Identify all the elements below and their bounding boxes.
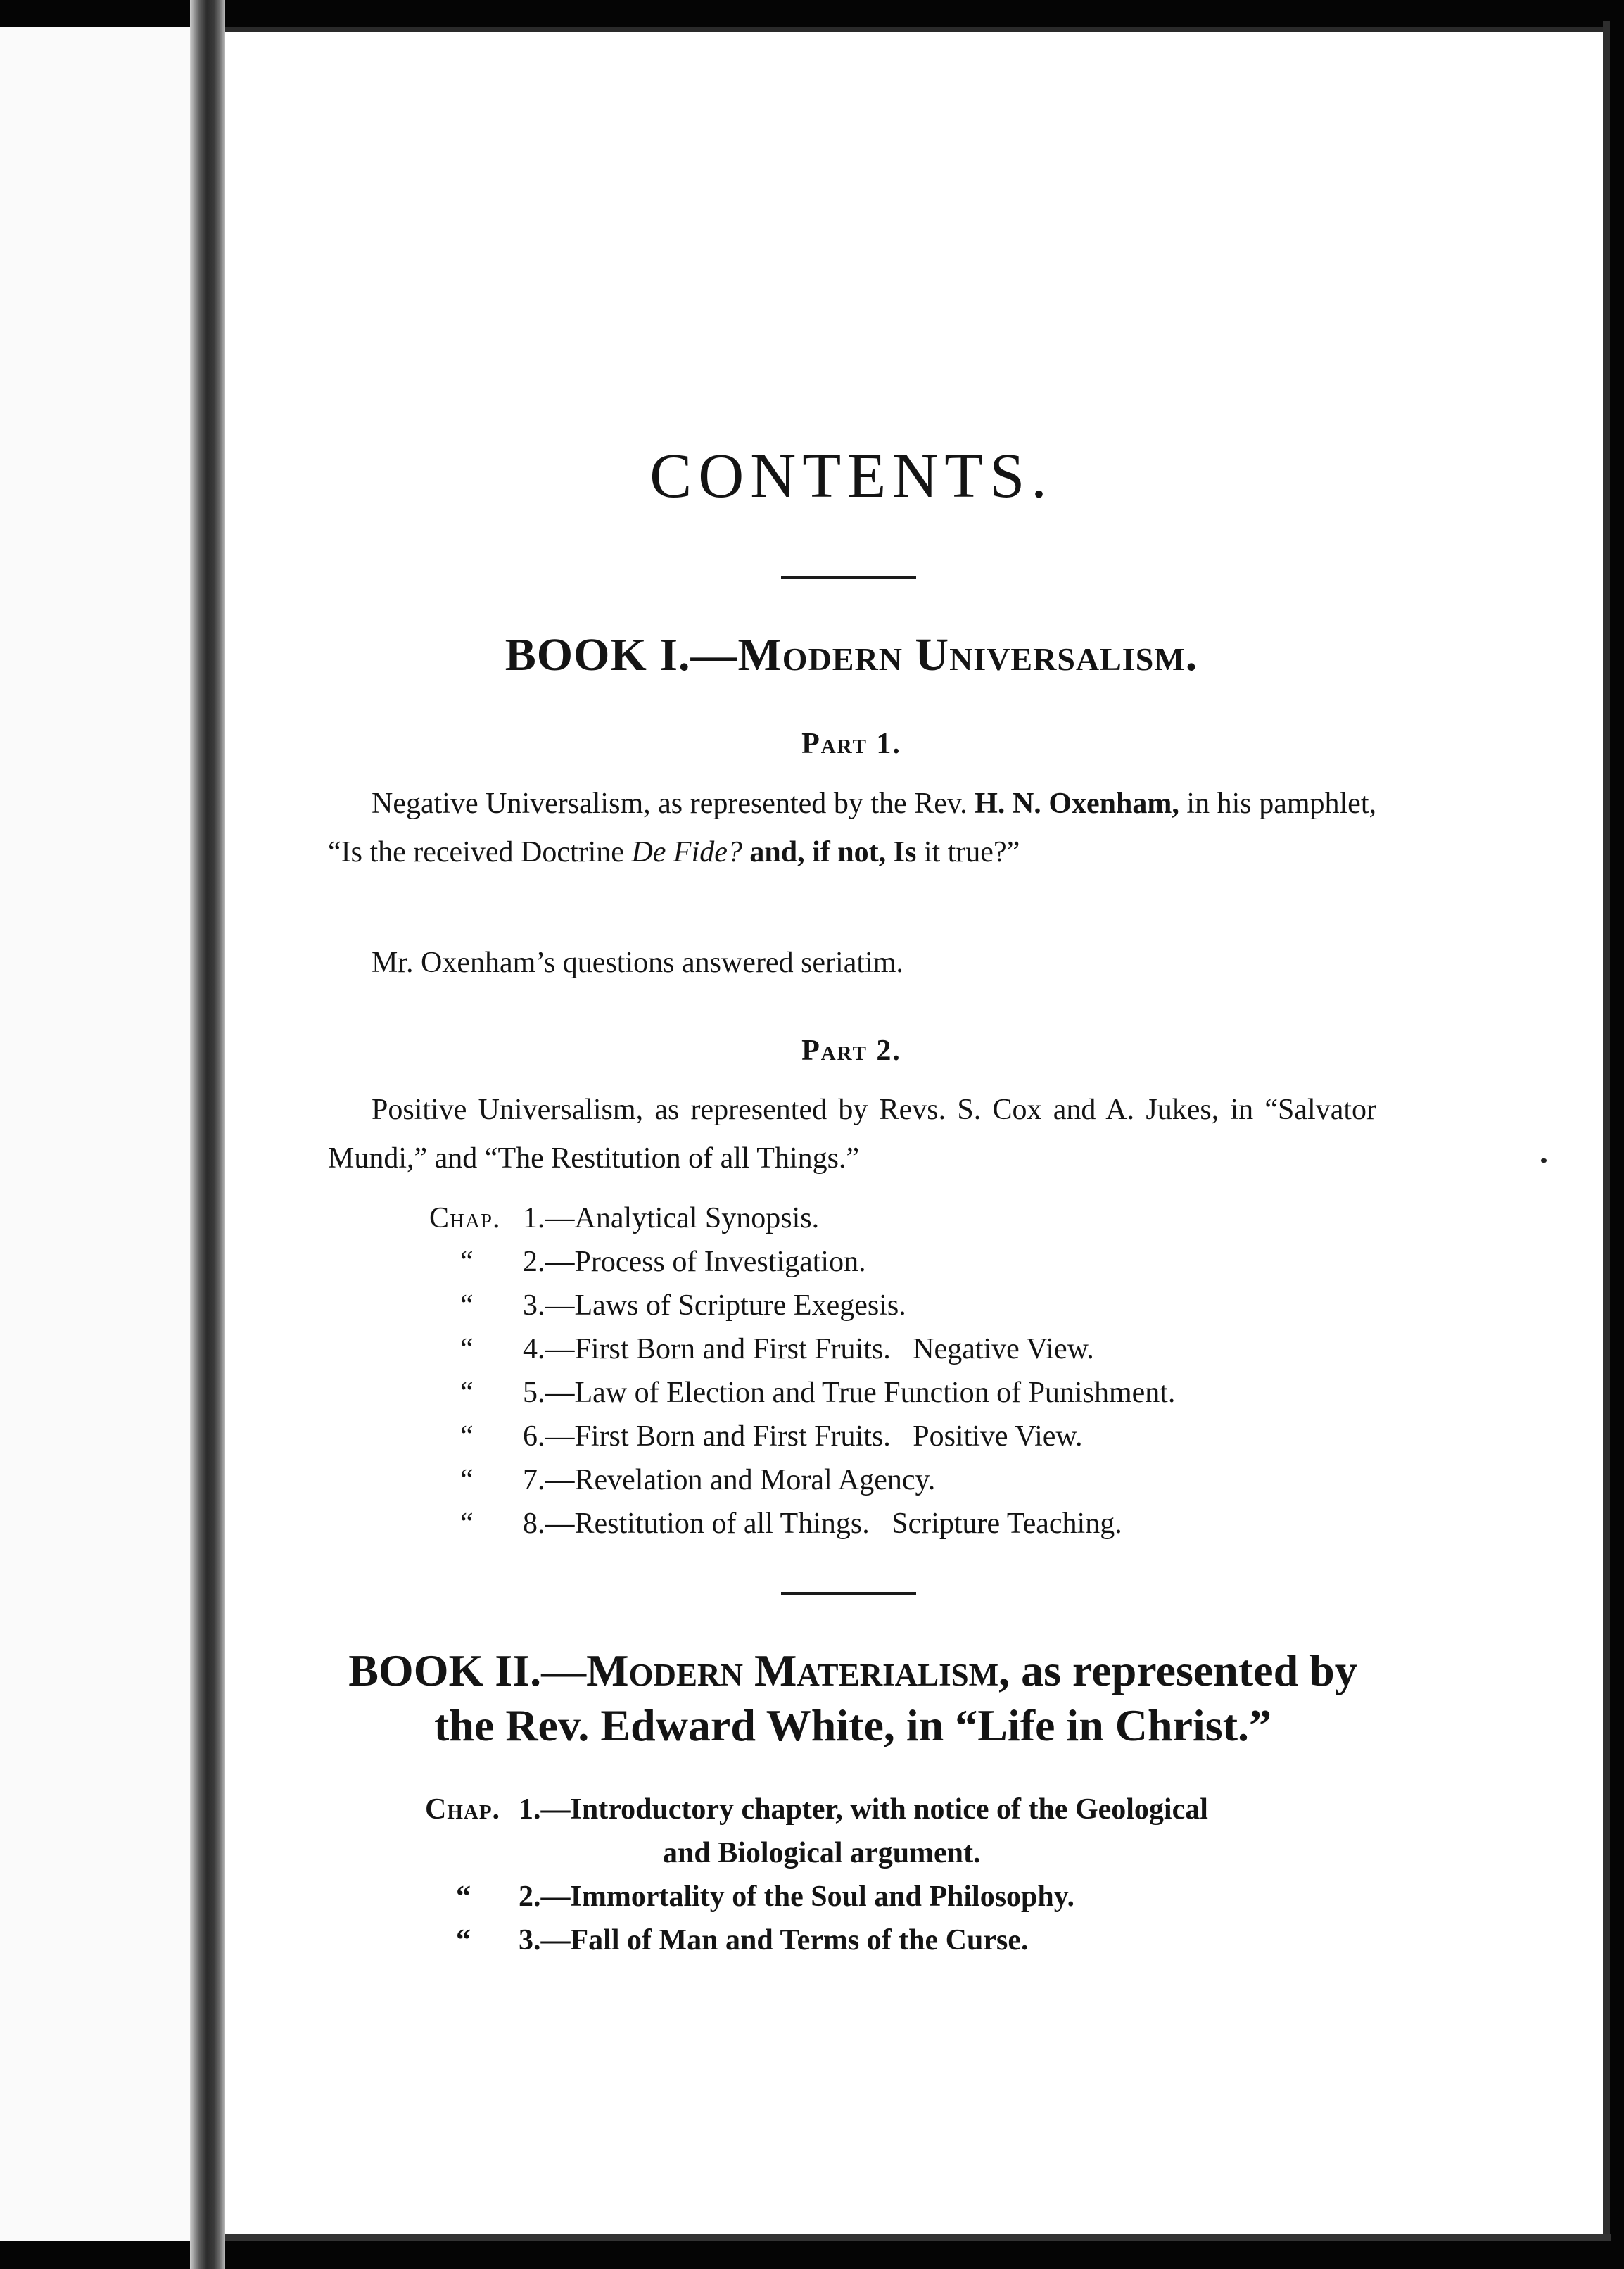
chapter-prefix: Chap. [429, 1202, 501, 1234]
chapter-number: 5. [523, 1377, 545, 1409]
chapter-title: —Fall of Man and Terms of the Curse. [540, 1924, 1029, 1957]
book-gutter [190, 0, 225, 2269]
facing-page [0, 27, 190, 2241]
chapter-number: 1. [519, 1793, 541, 1826]
chapter-number: 3. [523, 1289, 545, 1322]
part1-author-name: H. N. Oxenham, [975, 788, 1179, 820]
ditto-mark: “ [460, 1464, 474, 1496]
scan-border-top-shadow [211, 27, 1611, 32]
ditto-mark: “ [460, 1508, 474, 1540]
ditto-mark: “ [456, 1924, 471, 1957]
list-item [429, 1415, 1175, 1458]
part1-heading: Part 1. [801, 728, 901, 760]
scan-border-top [0, 0, 1624, 27]
book2-heading-a: BOOK II.— [348, 1645, 587, 1695]
chapter-title: —First Born and First Fruits. Negative View. [545, 1333, 1094, 1365]
part1-text-b: in his pamphlet, “Is the received Doctrine [328, 788, 1376, 868]
chapter-title: —Process of Investigation. [545, 1246, 866, 1278]
chapter-title: —Introductory chapter, with notice of the Geological [540, 1793, 1208, 1826]
list-item [429, 1502, 1175, 1546]
book2-heading-smallcaps: Modern Materialism, [586, 1645, 1010, 1695]
chapter-title-continuation: and Biological argument. [663, 1837, 981, 1869]
chapter-prefix: Chap. [425, 1793, 501, 1826]
chapter-title: —Immortality of the Soul and Philosophy. [540, 1881, 1074, 1913]
chapter-number: 2. [523, 1246, 545, 1278]
list-item [429, 1327, 1175, 1371]
chapter-number: 7. [523, 1464, 545, 1496]
ditto-mark: “ [456, 1881, 471, 1913]
list-item [429, 1458, 1175, 1502]
ditto-mark: “ [460, 1246, 474, 1278]
chapter-number: 8. [523, 1508, 545, 1540]
part2-heading: Part 2. [801, 1035, 901, 1067]
book2-chapter-list [425, 1788, 1208, 1962]
chapter-title: —Restitution of all Things. Scripture Teaching. [545, 1508, 1122, 1540]
chapter-number: 2. [519, 1881, 541, 1913]
chapter-title: —Law of Election and True Function of Punishment. [545, 1377, 1176, 1409]
book2-heading-b: as represented by the Rev. Edward White, in “Life in Christ.” [434, 1645, 1357, 1750]
chapter-title: —Laws of Scripture Exegesis. [545, 1289, 906, 1322]
part2-description: Positive Universalism, as represented by Revs. S. Cox and A. Jukes, in “Salvator Mundi,” and “The Restitution of all Things.” [328, 1094, 1376, 1175]
list-item [425, 1788, 1208, 1831]
divider-rule [781, 576, 916, 579]
ditto-mark: “ [460, 1333, 474, 1365]
scan-border-right [1610, 0, 1624, 2269]
divider-rule [781, 1592, 916, 1595]
scan-border-bottom-shadow [211, 2234, 1611, 2241]
chapter-number: 1. [523, 1202, 545, 1234]
ditto-mark: “ [460, 1420, 474, 1453]
scan-border-right-shadow [1603, 21, 1610, 2252]
list-item [425, 1875, 1208, 1919]
book1-chapter-list [429, 1196, 1175, 1546]
list-item [429, 1196, 1175, 1240]
chapter-number: 4. [523, 1333, 545, 1365]
chapter-title: —First Born and First Fruits. Positive View. [545, 1420, 1083, 1453]
book2-heading [325, 1643, 1381, 1753]
list-item [425, 1919, 1208, 1962]
chapter-number: 6. [523, 1420, 545, 1453]
part1-text-bold-b: and, if not, Is [742, 836, 917, 868]
part1-text-c: it true?” [916, 836, 1020, 868]
scan-speck [1541, 1158, 1547, 1163]
ditto-mark: “ [460, 1377, 474, 1409]
part1-italic-title: De Fide? [631, 836, 742, 868]
chapter-number: 3. [519, 1924, 541, 1957]
list-item [429, 1240, 1175, 1284]
ditto-mark: “ [460, 1289, 474, 1322]
scan-border-bottom [0, 2241, 1624, 2269]
chapter-title: —Analytical Synopsis. [545, 1202, 820, 1234]
list-item [429, 1284, 1175, 1327]
page-title: CONTENTS. [649, 441, 1053, 511]
list-item [429, 1371, 1175, 1415]
part1-description [328, 780, 1376, 877]
part1-note: Mr. Oxenham’s questions answered seriatim. [372, 947, 903, 979]
part1-text-a: Negative Universalism, as represented by the Rev. [372, 788, 975, 820]
book1-heading: BOOK I.—Modern Universalism. [505, 629, 1198, 681]
chapter-title: —Revelation and Moral Agency. [545, 1464, 936, 1496]
